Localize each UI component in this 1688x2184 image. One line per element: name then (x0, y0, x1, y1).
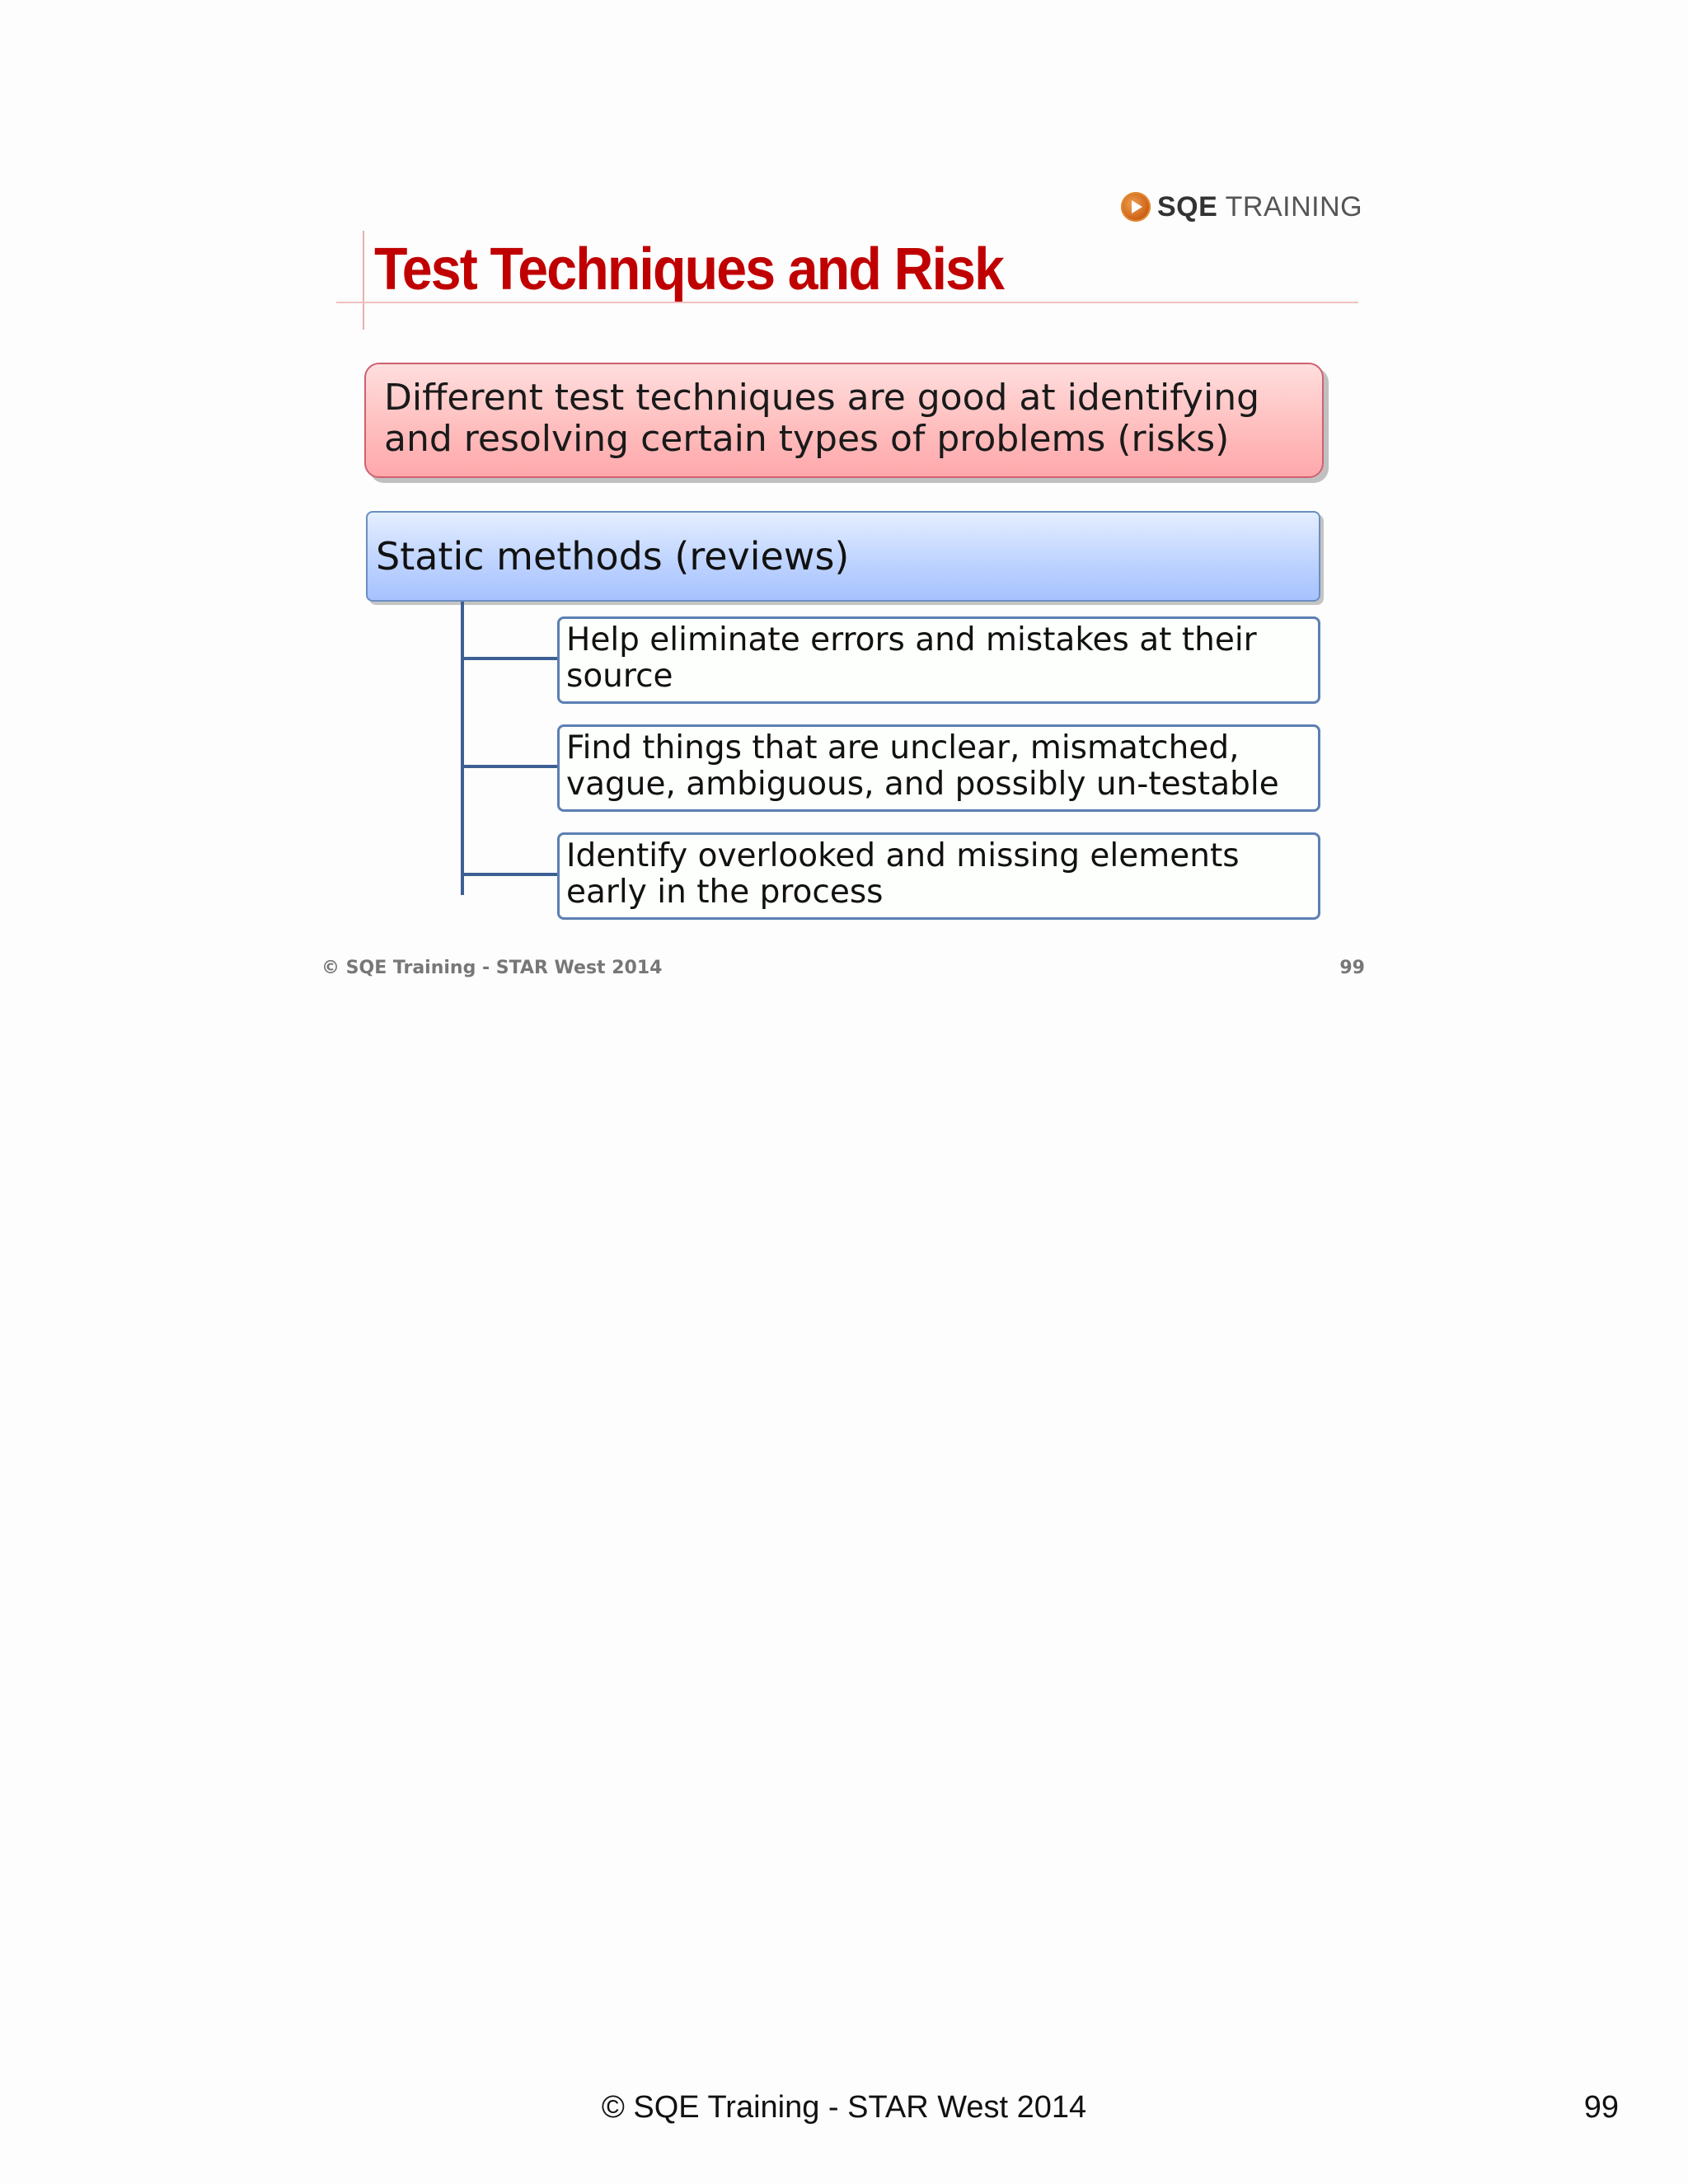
intro-callout (364, 363, 1324, 478)
title-vertical-rule (363, 231, 364, 330)
benefit-item-2-line-2: vague, ambiguous, and possibly un-testable (566, 766, 1279, 803)
tree-connector-branch-2 (461, 765, 558, 768)
page-footer-copyright: © SQE Training - STAR West 2014 (601, 2090, 1087, 2125)
intro-line-2: and resolving certain types of problems (risks) (384, 418, 1230, 460)
logo-brand-light: TRAINING (1217, 190, 1363, 223)
benefit-item-1-line-1: Help eliminate errors and mistakes at their (566, 621, 1257, 658)
category-box (366, 511, 1320, 602)
benefit-item-2 (557, 724, 1320, 812)
play-circle-icon (1121, 192, 1151, 222)
benefit-item-3-line-2: early in the process (566, 874, 884, 911)
tree-connector-branch-1 (461, 657, 558, 660)
category-label: Static methods (reviews) (376, 534, 850, 579)
intro-line-1: Different test techniques are good at identifying (384, 377, 1260, 419)
benefit-item-3 (557, 832, 1320, 920)
tree-connector-branch-3 (461, 873, 558, 876)
slide-page-number: 99 (1339, 958, 1365, 978)
slide-title: Test Techniques and Risk (374, 237, 1004, 302)
sqe-training-logo (1121, 186, 1362, 227)
benefit-item-1 (557, 616, 1320, 704)
logo-brand-bold: SQE (1157, 190, 1218, 223)
slide-copyright: © SQE Training - STAR West 2014 (321, 958, 663, 978)
page-footer-number: 99 (1583, 2090, 1619, 2125)
benefit-item-2-line-1: Find things that are unclear, mismatched, (566, 729, 1240, 766)
benefit-item-3-line-1: Identify overlooked and missing elements (566, 837, 1240, 874)
logo-text (1157, 191, 1362, 223)
slide (321, 173, 1368, 997)
tree-connector-vertical (461, 602, 464, 895)
benefit-item-1-line-2: source (566, 658, 673, 695)
